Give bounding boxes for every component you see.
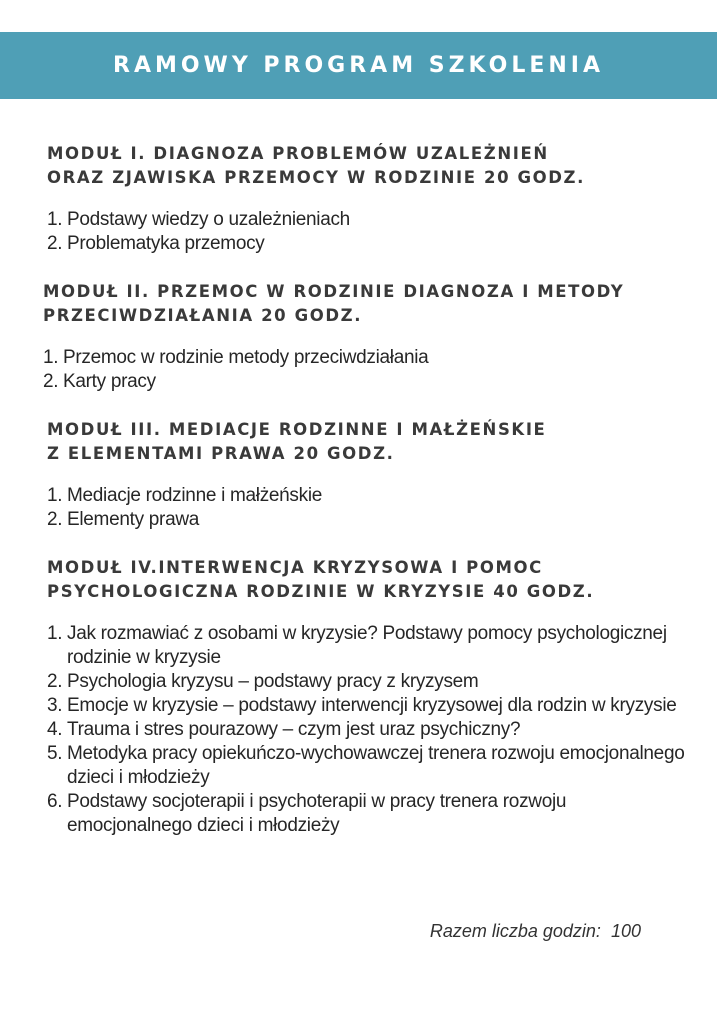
list-item	[47, 790, 687, 838]
module-title	[47, 142, 687, 190]
item-text: Mediacje rodzinne i małżeńskie	[67, 485, 323, 506]
list-item	[47, 484, 687, 508]
item-number: 2.	[47, 671, 63, 692]
item-number: 2.	[43, 371, 59, 392]
list-item	[43, 370, 693, 394]
module-title-line2: Z ELEMENTAMI PRAWA 20 GODZ.	[47, 444, 395, 463]
item-text: Przemoc w rodzinie metody przeciwdziałania	[63, 347, 429, 368]
item-number: 3.	[47, 695, 63, 716]
item-number: 1.	[47, 485, 63, 506]
item-text: Metodyka pracy opiekuńczo-wychowawczej trenera rozwoju emocjonalnego dzieci i młodzieży	[67, 743, 685, 788]
item-text: Trauma i stres pourazowy – czym jest uraz psychiczny?	[67, 719, 521, 740]
item-text: Karty pracy	[63, 371, 156, 392]
module-4	[47, 556, 687, 838]
module-title-line1: MODUŁ I. DIAGNOZA PROBLEMÓW UZALEŻNIEŃ	[47, 144, 549, 163]
list-item	[47, 208, 687, 232]
module-title-line1: MODUŁ IV.INTERWENCJA KRYZYSOWA I POMOC	[47, 558, 543, 577]
list-item	[47, 718, 687, 742]
item-text: Jak rozmawiać z osobami w kryzysie? Podstawy pomocy psychologicznej rodzinie w kryzysie	[67, 623, 667, 668]
item-number: 2.	[47, 509, 63, 530]
module-items	[47, 622, 687, 838]
item-text: Psychologia kryzysu – podstawy pracy z kryzysem	[67, 671, 479, 692]
module-title-line2: PSYCHOLOGICZNA RODZINIE W KRYZYSIE 40 GODZ.	[47, 582, 595, 601]
total-hours-label: Razem liczba godzin:	[429, 921, 601, 941]
module-title	[47, 556, 687, 604]
list-item	[43, 346, 693, 370]
item-number: 2.	[47, 233, 63, 254]
module-3	[47, 418, 687, 532]
item-number: 1.	[43, 347, 59, 368]
module-items	[47, 208, 687, 256]
module-title-line1: MODUŁ II. PRZEMOC W RODZINIE DIAGNOZA I METODY	[43, 282, 625, 301]
item-number: 1.	[47, 209, 63, 230]
item-number: 1.	[47, 623, 63, 644]
item-text: Emocje w kryzysie – podstawy interwencji kryzysowej dla rodzin w kryzysie	[67, 695, 677, 716]
module-title	[43, 280, 693, 328]
list-item	[47, 742, 687, 790]
item-text: Podstawy socjoterapii i psychoterapii w pracy trenera rozwoju emocjonalnego dzieci i młodzieży	[67, 791, 567, 836]
page-title: RAMOWY PROGRAM SZKOLENIA	[113, 53, 604, 78]
list-item	[47, 622, 687, 670]
item-text: Podstawy wiedzy o uzależnieniach	[67, 209, 350, 230]
module-title-line2: ORAZ ZJAWISKA PRZEMOCY W RODZINIE 20 GODZ.	[47, 168, 585, 187]
list-item	[47, 670, 687, 694]
module-title-line2: PRZECIWDZIAŁANIA 20 GODZ.	[43, 306, 363, 325]
header-banner	[0, 32, 717, 99]
list-item	[47, 694, 687, 718]
module-title	[47, 418, 687, 466]
module-items	[47, 484, 687, 532]
list-item	[47, 232, 687, 256]
item-number: 6.	[47, 791, 63, 812]
total-hours	[430, 921, 641, 942]
list-item	[47, 508, 687, 532]
item-text: Problematyka przemocy	[67, 233, 265, 254]
total-hours-value: 100	[610, 921, 641, 941]
module-items	[43, 346, 693, 394]
item-number: 4.	[47, 719, 63, 740]
module-title-line1: MODUŁ III. MEDIACJE RODZINNE I MAŁŻEŃSKIE	[47, 420, 547, 439]
module-2	[43, 280, 693, 394]
item-text: Elementy prawa	[67, 509, 200, 530]
item-number: 5.	[47, 743, 63, 764]
module-1	[47, 142, 687, 256]
